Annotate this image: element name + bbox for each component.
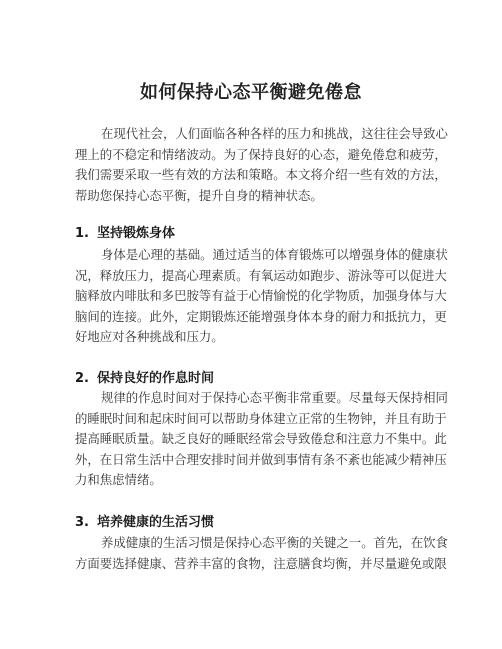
intro-line: 理上的不稳定和情绪波动。为了保持良好的心态，避免倦怠和疲劳， bbox=[75, 146, 447, 162]
section-line: 外，在日常生活中合理安排时间并做到事情有条不紊也能减少精神压 bbox=[75, 451, 447, 467]
section-heading bbox=[75, 367, 214, 386]
section-number: 3. bbox=[75, 515, 89, 530]
intro-paragraph bbox=[75, 124, 448, 206]
section-heading bbox=[75, 511, 214, 530]
section-paragraph bbox=[75, 388, 448, 491]
section-number: 1. bbox=[75, 226, 89, 241]
section-number: 2. bbox=[75, 371, 89, 386]
intro-line: 我们需要采取一些有效的方法和策略。本文将介绍一些有效的方法， bbox=[75, 167, 447, 182]
intro-line: 帮助您保持心态平衡，提升自身的精神状态。 bbox=[75, 187, 323, 203]
section-line: 规律的作息时间对于保持心态平衡非常重要。尽量每天保持相同 bbox=[101, 390, 448, 405]
section-paragraph bbox=[75, 245, 448, 348]
section-line: 提高睡眠质量。缺乏良好的睡眠经常会导致倦怠和注意力不集中。此 bbox=[75, 431, 447, 446]
section-heading bbox=[75, 222, 175, 241]
section-line: 的睡眠时间和起床时间可以帮助身体建立正常的生物钟，并且有助于 bbox=[75, 410, 447, 426]
section-line: 好地应对各种挑战和压力。 bbox=[75, 329, 224, 344]
section-line: 方面要选择健康、营养丰富的食物，注意膳食均衡，并尽量避免或限 bbox=[75, 555, 447, 571]
section-line: 况，释放压力，提高心理素质。有氧运动如跑步、游泳等可以促进大 bbox=[75, 267, 447, 283]
section-paragraph bbox=[75, 533, 448, 574]
section-heading-text: 保持良好的作息时间 bbox=[97, 371, 215, 386]
section-line: 脑释放内啡肽和多巴胺等有益于心情愉悦的化学物质，加强身体与大 bbox=[75, 288, 447, 303]
section-heading-text: 坚持锻炼身体 bbox=[97, 226, 176, 241]
section-line: 身体是心理的基础。通过适当的体育锻炼可以增强身体的健康状 bbox=[101, 247, 448, 262]
section-line: 力和焦虑情绪。 bbox=[75, 472, 162, 487]
intro-line: 在现代社会，人们面临各种各样的压力和挑战，这往往会导致心 bbox=[101, 126, 448, 141]
section-line: 脑间的连接。此外，定期锻炼还能增强身体本身的耐力和抵抗力，更 bbox=[75, 308, 447, 324]
section-heading-text: 培养健康的生活习惯 bbox=[97, 515, 215, 530]
page-title: 如何保持心态平衡避免倦怠 bbox=[140, 82, 362, 103]
section-line: 养成健康的生活习惯是保持心态平衡的关键之一。首先，在饮食 bbox=[101, 535, 448, 550]
